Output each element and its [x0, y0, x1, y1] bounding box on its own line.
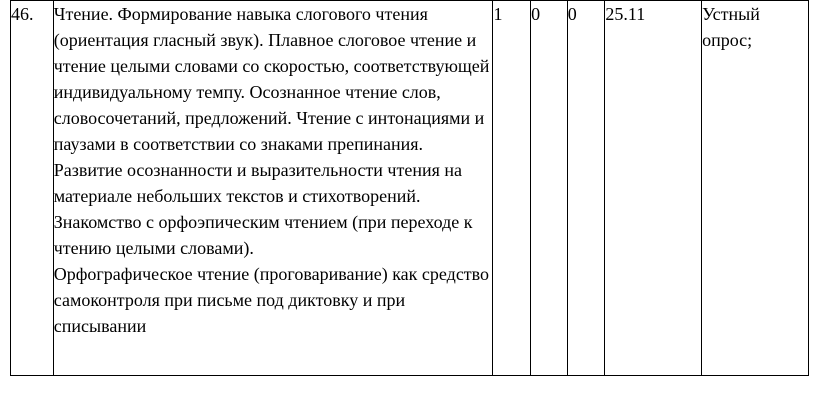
table-row	[11, 1, 809, 376]
hours-practice: 0	[567, 1, 605, 376]
assessment-form: Устный опрос;	[702, 1, 809, 376]
lesson-date: 25.11	[605, 1, 702, 376]
lesson-number: 46.	[11, 1, 54, 376]
hours-total: 1	[493, 1, 531, 376]
lesson-topic-paragraph: Орфографическое чтение (проговаривание) как средство самоконтроля при письме под диктовку и при списывании	[53, 264, 490, 336]
lesson-plan-table	[10, 0, 809, 376]
hours-control: 0	[531, 1, 568, 376]
lesson-topic-paragraph: Чтение. Формирование навыка слогового чтения (ориентация гласный звук). Плавное слоговое чтение и чтение целыми словами со скоростью, соответствующей индивидуальному темпу. Осознанное чтение слов, словосочетаний, предложений. Чтение с интонациями и паузами в соответствии со знаками препинания. Развитие осознанности и выразительности чтения на материале небольших текстов и стихотворений. Знакомство с орфоэпическим чтением (при переходе к чтению целыми словами).	[53, 4, 490, 258]
lesson-topic-cell	[53, 1, 493, 376]
